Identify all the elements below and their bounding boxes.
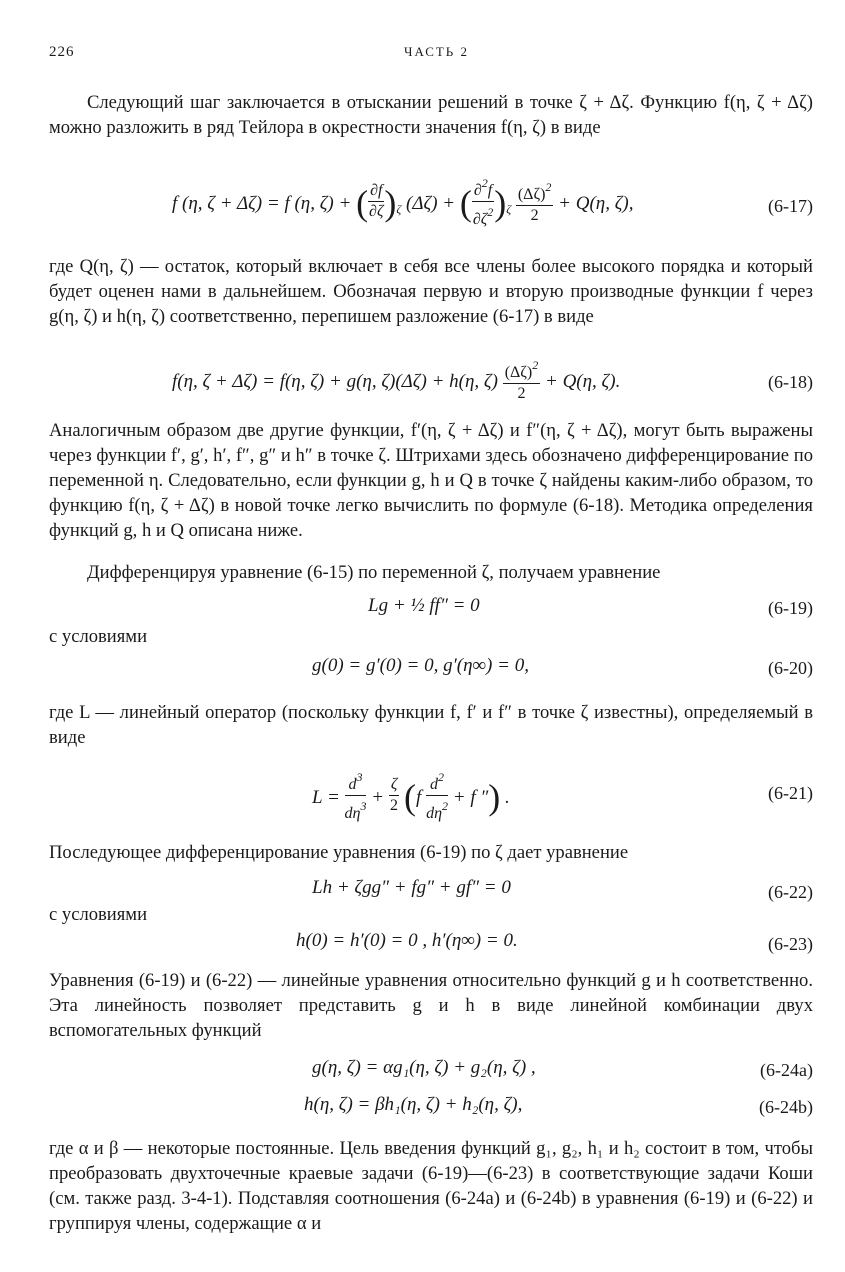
equation-number-6-22: (6-22) [768, 882, 813, 902]
equation-number-6-21: (6-21) [768, 783, 813, 803]
equation-number-6-24b: (6-24b) [759, 1097, 813, 1117]
label-conditions-1: с условиями [49, 626, 148, 647]
paragraph-7: Уравнения (6-19) и (6-22) — линейные уравнения относительно функций g и h соответственно. Эта линейность позволяет представить g и h в виде линейной комбинации двух вспомогательных функций [49, 970, 813, 1041]
equation-number-6-19: (6-19) [768, 598, 813, 618]
paragraph-8: где α и β — некоторые постоянные. Цель введения функций g₁, g₂, h₁ и h₂ состоит в том, чтобы преобразовать двухточечные краевые задачи (6-19)—(6-23) в соответствующие задачи Коши (см. также разд. 3-4-1). Подставляя соотношения (6-24a) и (6-24b) в уравнения (6-19) и (6-22) и группируя члены, содержащие α и [49, 1138, 813, 1234]
paragraph-4: Дифференцируя уравнение (6-15) по переменной ζ, получаем уравнение [87, 562, 661, 583]
paragraph-2: где Q(η, ζ) — остаток, который включает в себя все члены более высокого порядка и который будет оценен нами в дальнейшем. Обозначая первую и вторую производные функции f через g(η, ζ) и h(η, ζ) соответственно, перепишем разложение (6-17) в виде [49, 256, 813, 327]
equation-6-23: h(0) = h′(0) = 0 , h′(η∞) = 0. [296, 930, 518, 951]
label-conditions-2: с условиями [49, 904, 148, 925]
equation-6-19: Lg + ½ ff″ = 0 [368, 595, 480, 616]
equation-6-22: Lh + ζgg″ + fg″ + gf″ = 0 [312, 877, 511, 898]
equation-number-6-17: (6-17) [768, 196, 813, 216]
running-header: ЧАСТЬ 2 [404, 44, 470, 59]
equation-6-21: L = $\frac{d^3}{d\eta^3}$ + $\frac{\zeta}{2}$ (f $\frac{d^2}{d\eta^2}$ + f ″) . [312, 770, 510, 827]
equation-6-24b: h(η, ζ) = βh₁(η, ζ) + h₂(η, ζ), [304, 1094, 523, 1115]
paragraph-1: Следующий шаг заключается в отыскании решений в точке ζ + Δζ. Функцию f(η, ζ + Δζ) можно разложить в ряд Тейлора в окрестности значения f(η, ζ) в виде [49, 92, 813, 138]
equation-6-18: f(η, ζ + Δζ) = f(η, ζ) + g(η, ζ)(Δζ) + h(η, ζ) $\frac{(\Delta\zeta)^2}{2}$ + Q(η, ζ). [172, 358, 620, 407]
equation-6-17: f (η, ζ + Δζ) = f (η, ζ) + ( $\frac{\partial f}{\partial\zeta}$ )$_\zeta$ (Δζ) + ( $\frac{\partial^2f}{\partial\zeta^2}$ )$_\zeta$ $\frac{(\Delta\zeta)^2}{2}$ + Q(η, ζ), [172, 176, 633, 233]
paragraph-5: где L — линейный оператор (поскольку функции f, f′ и f″ в точке ζ известны), определяемый в виде [49, 702, 813, 748]
equation-number-6-23: (6-23) [768, 934, 813, 954]
equation-number-6-18: (6-18) [768, 372, 813, 392]
equation-6-20: g(0) = g′(0) = 0, g′(η∞) = 0, [312, 655, 529, 676]
page-number: 226 [49, 44, 75, 60]
equation-number-6-20: (6-20) [768, 658, 813, 678]
equation-6-24a: g(η, ζ) = αg₁(η, ζ) + g₂(η, ζ) , [312, 1057, 536, 1078]
paragraph-6: Последующее дифференцирование уравнения (6-19) по ζ дает уравнение [49, 842, 629, 863]
equation-number-6-24a: (6-24a) [760, 1060, 813, 1080]
paragraph-3: Аналогичным образом две другие функции, f′(η, ζ + Δζ) и f″(η, ζ + Δζ), могут быть выражены через функции f′, g′, h′, f″, g″ и h″ в точке ζ. Штрихами здесь обозначено дифференцирование по переменной η. Следовательно, если функции g, h и Q в точке ζ найдены каким-либо образом, то функцию f(η, ζ + Δζ) в новой точке легко вычислить по формуле (6-18). Методика определения функций g, h и Q описана ниже. [49, 420, 813, 541]
